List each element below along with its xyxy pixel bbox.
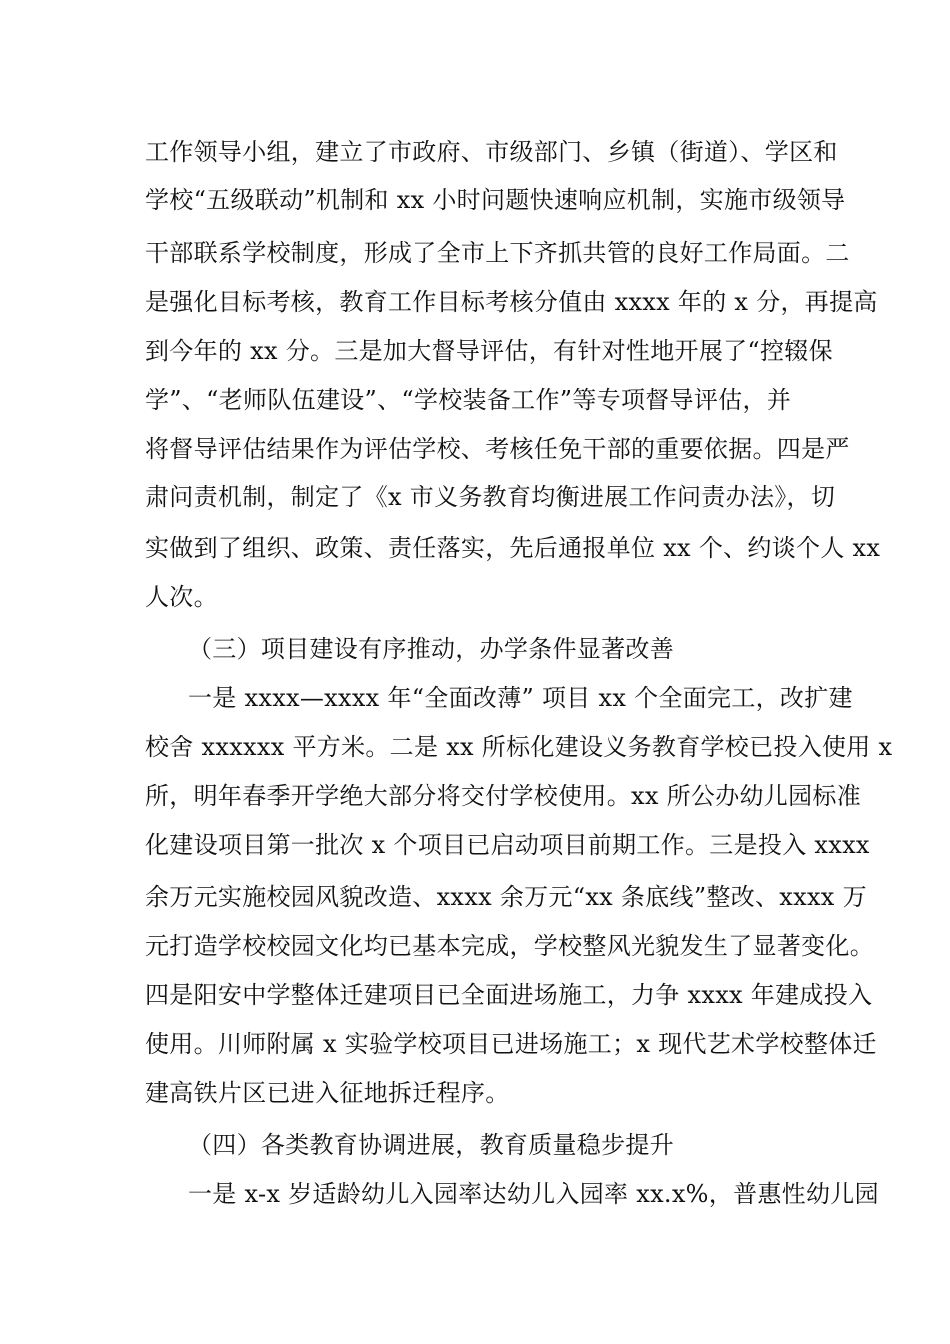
paragraph-line: 工作领导小组，建立了市政府、市级部门、乡镇（街道）、学区和	[145, 138, 838, 166]
paragraph-line: 化建设项目第一批次 x 个项目已启动项目前期工作。三是投入 xxxx	[145, 831, 870, 859]
paragraph-line: 元打造学校校园文化均已基本完成，学校整风光貌发生了显著变化。	[145, 932, 874, 960]
paragraph-line: 是强化目标考核，教育工作目标考核分值由 xxxx 年的 x 分，再提高	[145, 288, 878, 316]
paragraph-line: 到今年的 xx 分。三是加大督导评估，有针对性地开展了“控辍保	[145, 337, 833, 365]
paragraph-line: 四是阳安中学整体迁建项目已全面进场施工，力争 xxxx 年建成投入	[145, 981, 873, 1009]
paragraph-line: 一是 xxxx—xxxx 年“全面改薄” 项目 xx 个全面完工，改扩建	[188, 684, 853, 712]
paragraph-line: 实做到了组织、政策、责任落实，先后通报单位 xx 个、约谈个人 xx	[145, 534, 881, 562]
paragraph-line: 建高铁片区已进入征地拆迁程序。	[145, 1079, 510, 1107]
paragraph-line: 使用。川师附属 x 实验学校项目已进场施工；x 现代艺术学校整体迁	[145, 1030, 877, 1058]
paragraph-line: 学”、“老师队伍建设”、“学校装备工作”等专项督导评估，并	[145, 386, 792, 414]
paragraph-line: 将督导评估结果作为评估学校、考核任免干部的重要依据。四是严	[145, 435, 850, 463]
paragraph-line: 余万元实施校园风貌改造、xxxx 余万元“xx 条底线”整改、xxxx 万	[145, 883, 867, 911]
paragraph-line: 肃问责机制，制定了《x 市义务教育均衡进展工作问责办法》，切	[145, 483, 836, 511]
paragraph-line: 学校“五级联动”机制和 xx 小时问题快速响应机制，实施市级领导	[145, 186, 846, 214]
paragraph-line: 一是 x-x 岁适龄幼儿入园率达幼儿入园率 xx.x%，普惠性幼儿园	[188, 1180, 879, 1208]
paragraph-line: 所，明年春季开学绝大部分将交付学校使用。xx 所公办幼儿园标准	[145, 782, 861, 810]
paragraph-line: 干部联系学校制度，形成了全市上下齐抓共管的良好工作局面。二	[145, 239, 850, 267]
paragraph-line: 人次。	[145, 583, 218, 611]
section-heading: （四）各类教育协调进展，教育质量稳步提升	[188, 1131, 674, 1159]
paragraph-line: 校舍 xxxxxx 平方米。二是 xx 所标化建设义务教育学校已投入使用 x	[145, 733, 893, 761]
section-heading: （三）项目建设有序推动，办学条件显著改善	[188, 635, 674, 663]
